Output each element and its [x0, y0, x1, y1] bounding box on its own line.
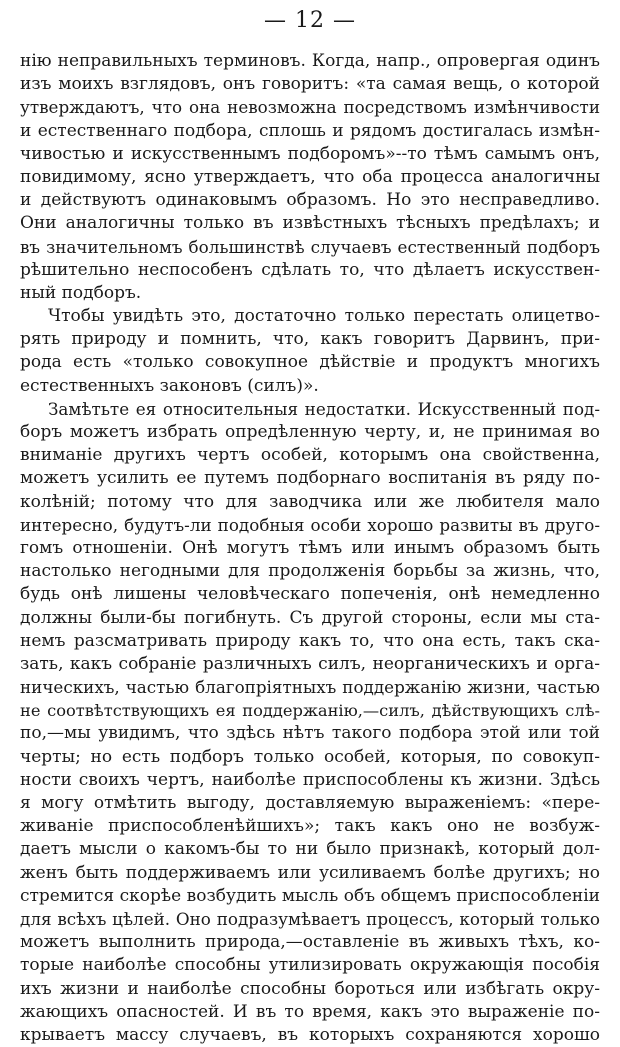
text-line: ности своихъ чертъ, наиболѣе приспособлены къ жизни. Здѣсь	[20, 769, 600, 790]
text-line: рода есть «только совокупное дѣйствіе и продуктъ многихъ	[20, 352, 600, 373]
text-line: для всѣхъ цѣлей. Оно подразумѣваетъ процессъ, который только	[20, 908, 600, 929]
text-line: можетъ усилить ее путемъ подборнаго воспитанія въ ряду по-	[20, 468, 600, 489]
text-line: ихъ жизни и наиболѣе способны бороться или избѣгать окру-	[20, 978, 600, 999]
page-number: — 12 —	[264, 8, 356, 33]
text-line: черты; но есть подборъ только особей, которыя, по совокуп-	[20, 746, 600, 767]
text-line: чивостью и искусственнымъ подборомъ»--то тѣмъ самымъ онъ,	[20, 143, 600, 164]
text-line: будь онѣ лишены человѣческаго попеченія, онѣ немедленно	[20, 584, 600, 605]
text-line: жающихъ опасностей. И въ то время, какъ это выраженіе по-	[20, 1001, 600, 1022]
text-line: женъ быть поддерживаемъ или усиливаемъ болѣе другихъ; но	[20, 862, 600, 883]
text-line: должны были-бы погибнуть. Съ другой стороны, если мы ста-	[20, 607, 600, 628]
text-line: рять природу и помнить, что, какъ говоритъ Дарвинъ, при-	[20, 329, 600, 350]
text-line: повидимому, ясно утверждаетъ, что оба процесса аналогичны	[20, 166, 600, 187]
text-line: ническихъ, частью благопріятныхъ поддержанію жизни, частью	[20, 677, 600, 698]
body-text	[20, 50, 600, 1047]
text-line: живаніе приспособленѣйшихъ»; такъ какъ оно не возбуж-	[20, 816, 600, 837]
text-line: настолько негодными для продолженія борьбы за жизнь, что,	[20, 561, 600, 582]
text-line: рѣшительно неспособенъ сдѣлать то, что дѣлаетъ искусствен-	[20, 259, 600, 280]
text-line: нію неправильныхъ терминовъ. Когда, напр., опровергая одинъ	[20, 51, 600, 71]
text-line: крываетъ массу случаевъ, въ которыхъ сохраняются хорошо	[20, 1024, 600, 1045]
text-line: торые наиболѣе способны утилизировать окружающія пособія	[20, 955, 600, 976]
text-line: даетъ мысли о какомъ-бы то ни было признакѣ, который дол-	[20, 839, 600, 860]
text-line: колѣній; потому что для заводчика или же любителя мало	[20, 491, 600, 512]
text-line: зать, какъ собраніе различныхъ силъ, неорганическихъ и орга-	[20, 653, 600, 674]
text-line: и естественнаго подбора, сплошь и рядомъ достигалась измѣн-	[20, 120, 600, 141]
text-line: гомъ отношеніи. Онѣ могутъ тѣмъ или инымъ образомъ быть	[20, 537, 600, 558]
text-line: въ значительномъ большинствѣ случаевъ естественный подборъ	[20, 236, 600, 257]
text-line: боръ можетъ избрать опредѣленную черту, и, не принимая во	[20, 422, 600, 442]
text-line: естественныхъ законовъ (силъ)».	[20, 375, 319, 396]
text-line: интересно, будутъ-ли подобныя особи хорошо развиты въ друго-	[20, 514, 600, 535]
text-line: стремится скорѣе возбудить мысль объ общемъ приспособленіи	[20, 885, 600, 906]
text-line: немъ разсматривать природу какъ то, что она есть, такъ ска-	[20, 630, 600, 651]
text-line: утверждаютъ, что она невозможна посредствомъ измѣнчивости	[20, 97, 600, 118]
text-line: можетъ выполнить природа,—оставленіе въ живыхъ тѣхъ, ко-	[20, 932, 600, 953]
text-line: Замѣтьте ея относительныя недостатки. Искусственный под-	[48, 398, 600, 419]
text-line: по,—мы увидимъ, что здѣсь нѣтъ такого подбора этой или той	[20, 723, 600, 744]
text-line: и действуютъ одинаковымъ образомъ. Но это несправедливо.	[20, 190, 600, 211]
text-line: изъ моихъ взглядовъ, онъ говоритъ: «та самая вещь, о которой	[20, 74, 600, 95]
text-line: вниманіе другихъ чертъ особей, которымъ она свойственна,	[20, 445, 600, 466]
text-line: я могу отмѣтить выгоду, доставляемую выраженіемъ: «пере-	[20, 793, 600, 813]
text-line: не соотвѣтствующихъ ея поддержанію,—силъ, дѣйствующихъ слѣ-	[20, 701, 600, 721]
text-line: Они аналогичны только въ извѣстныхъ тѣсныхъ предѣлахъ; и	[20, 213, 600, 234]
text-line: ный подборъ.	[20, 282, 142, 303]
text-line: Чтобы увидѣть это, достаточно только перестать олицетво-	[48, 306, 600, 327]
